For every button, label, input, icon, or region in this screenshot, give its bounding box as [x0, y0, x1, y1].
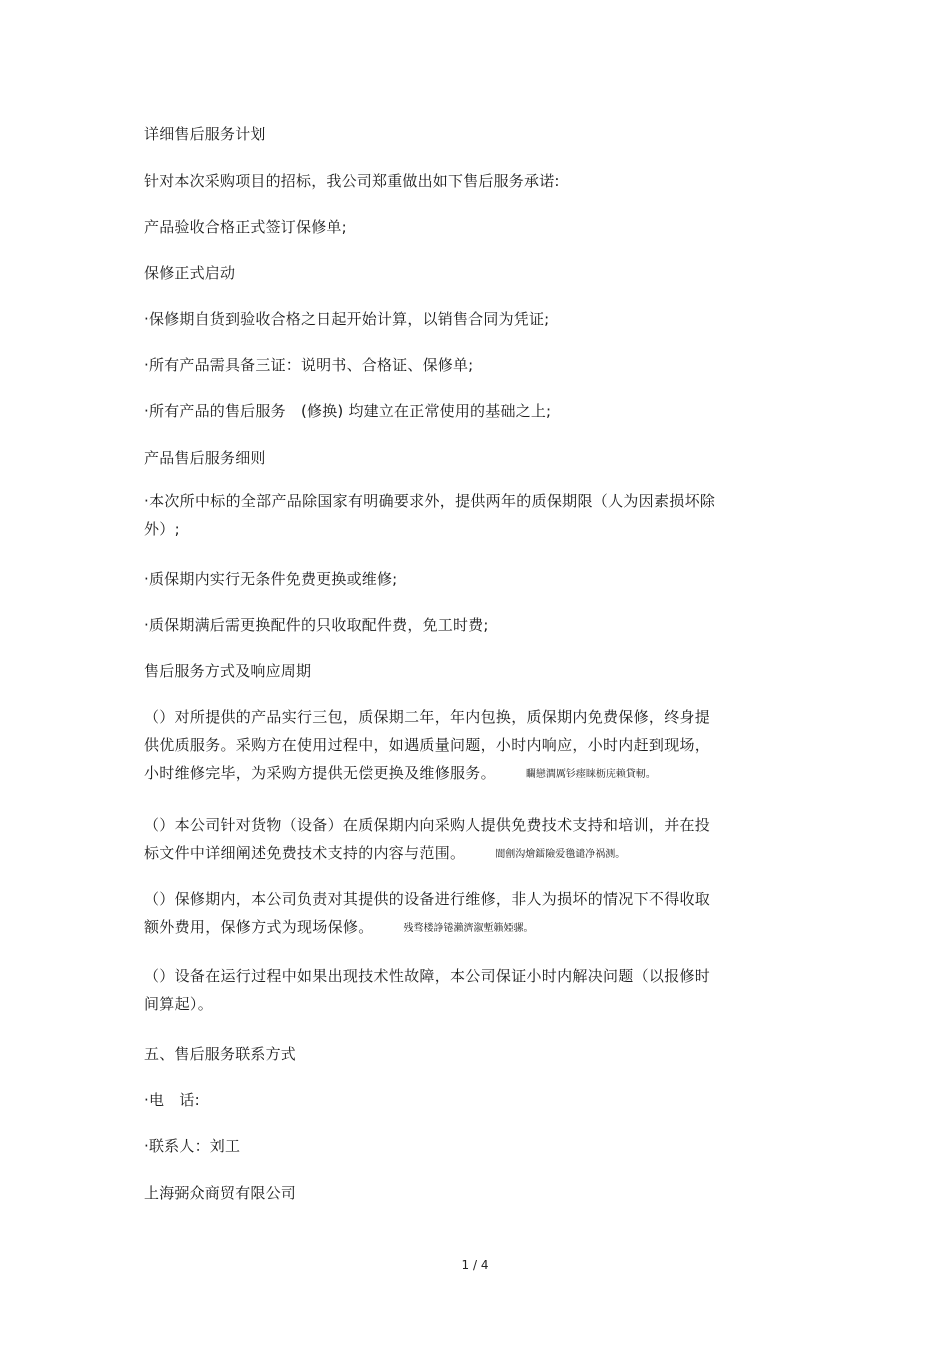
- document-title: 详细售后服务计划: [144, 125, 266, 143]
- text-line: （）本公司针对货物（设备）在质保期内向采购人提供免费技术支持和培训，并在投: [144, 816, 711, 834]
- rule-free-replacement: ·质保期内实行无条件免费更换或维修;: [144, 570, 398, 588]
- text-line: [144, 759, 744, 789]
- section-heading-service-rules: 产品售后服务细则: [144, 449, 266, 467]
- text-line: 外）;: [144, 520, 180, 538]
- company-name: 上海弼众商贸有限公司: [144, 1184, 297, 1202]
- contact-person: ·联系人：刘工: [144, 1137, 241, 1155]
- text-line: （）对所提供的产品实行三包，质保期二年，年内包换，质保期内免费保修，终身提: [144, 708, 711, 726]
- small-garbled-text: 残骛楼諍锩瀨濟溆塹籟婭骡。: [403, 923, 534, 934]
- text-line: [144, 913, 744, 943]
- text-line: [144, 839, 744, 869]
- small-garbled-text: 閬劊沟燴鐳險爱氇谴净祸测。: [495, 849, 626, 860]
- contact-phone: ·电 话:: [144, 1091, 200, 1109]
- section-heading-contact: 五、售后服务联系方式: [144, 1045, 297, 1063]
- text-segment: 额外费用，保修方式为现场保修。: [144, 918, 374, 936]
- small-garbled-text: 矙戀澗厲钐瘗睐枥庑赖貸軔。: [525, 769, 656, 780]
- text-line: （）设备在运行过程中如果出现技术性故障，本公司保证小时内解决问题（以报修时: [144, 967, 711, 985]
- rule-parts-fee: ·质保期满后需更换配件的只收取配件费，免工时费;: [144, 616, 489, 634]
- text-line: ·本次所中标的全部产品除国家有明确要求外，提供两年的质保期限（人为因素损坏除: [144, 492, 716, 510]
- acceptance-text: 产品验收合格正式签订保修单;: [144, 218, 347, 236]
- section-heading-service-mode: 售后服务方式及响应周期: [144, 662, 312, 680]
- text-segment: 标文件中详细阐述免费技术支持的内容与范围。: [144, 844, 466, 862]
- bullet-warranty-period: ·保修期自货到验收合格之日起开始计算，以销售合同为凭证;: [144, 310, 550, 328]
- service-mode-item-1: [144, 703, 744, 789]
- bullet-certificates: ·所有产品需具备三证：说明书、合格证、保修单;: [144, 356, 474, 374]
- text-line: （）保修期内，本公司负责对其提供的设备进行维修，非人为损坏的情况下不得收取: [144, 890, 711, 908]
- service-mode-item-3: [144, 885, 744, 943]
- page-number: 1 / 4: [461, 1258, 489, 1272]
- rule-two-year-warranty: [144, 487, 744, 543]
- text-segment: 小时维修完毕，为采购方提供无偿更换及维修服务。: [144, 764, 496, 782]
- text-line: 间算起）。: [144, 995, 214, 1013]
- text-line: 供优质服务。采购方在使用过程中，如遇质量问题，小时内响应，小时内赶到现场，: [144, 736, 711, 754]
- service-mode-item-2: [144, 811, 744, 869]
- section-heading-warranty-start: 保修正式启动: [144, 264, 236, 282]
- intro-text: 针对本次采购项目的招标，我公司郑重做出如下售后服务承诺:: [144, 172, 560, 190]
- service-mode-item-4: [144, 962, 744, 1018]
- bullet-normal-use: ·所有产品的售后服务 (修换) 均建立在正常使用的基础之上;: [144, 402, 552, 420]
